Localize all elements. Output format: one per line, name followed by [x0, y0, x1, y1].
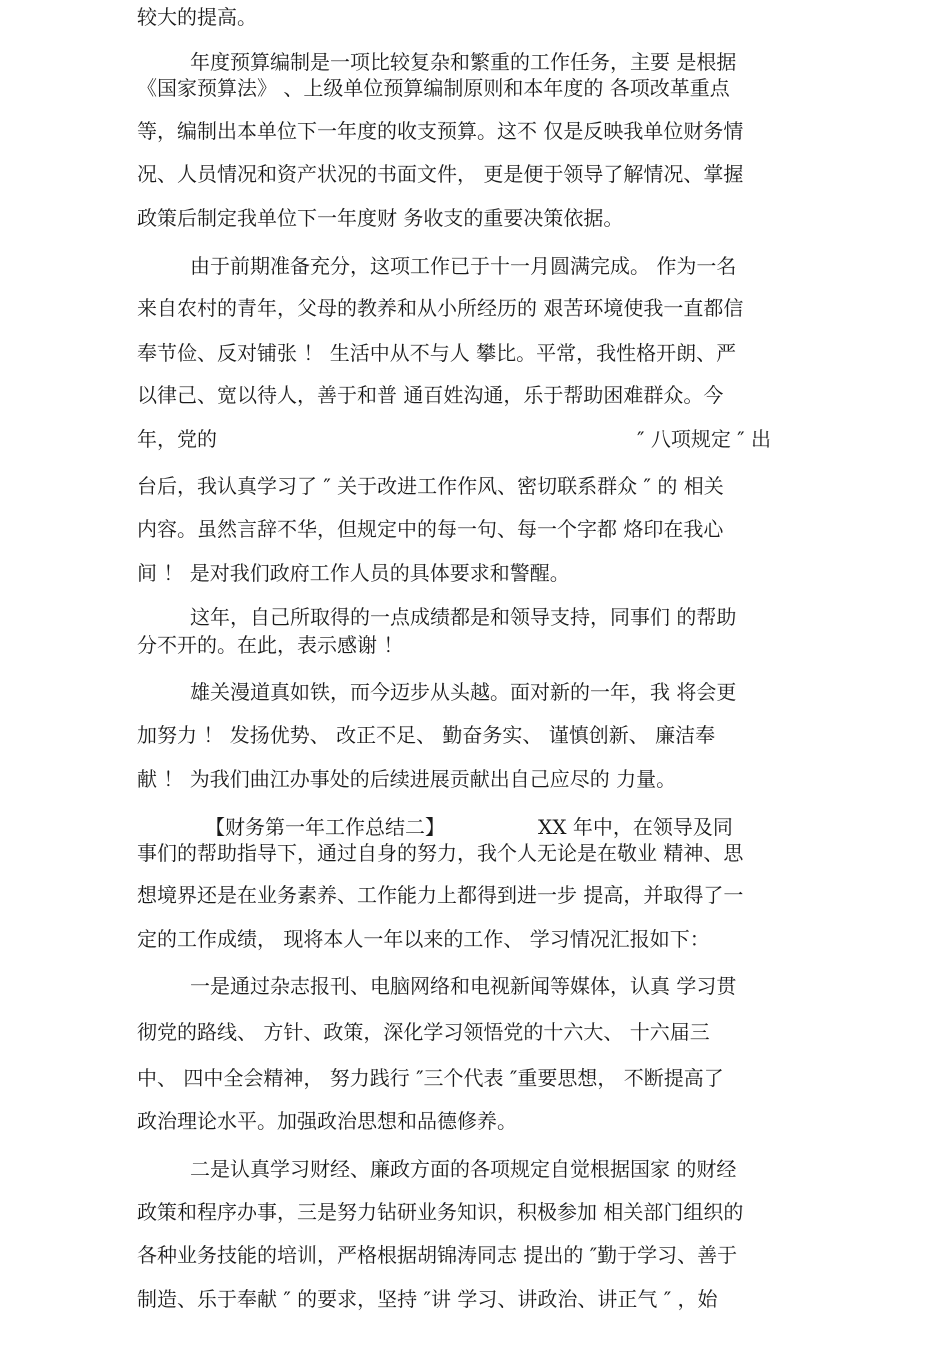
text-line	[0, 73, 950, 103]
text-segment: 等，编制出本单位下一年度的收支预算。这不 仅是反映我单位财务情	[137, 119, 744, 143]
text-segment: 由于前期准备充分，这项工作已于十一月圆满完成。 作为一名	[190, 254, 737, 278]
text-line	[0, 880, 950, 910]
text-line	[0, 1284, 950, 1314]
text-segment: 以律己、宽以待人，善于和普 通百姓沟通，乐于帮助困难群众。今	[137, 383, 724, 407]
text-segment: 较大的提高。	[137, 5, 257, 29]
text-line	[0, 424, 950, 454]
text-segment: 间 ！ 是对我们政府工作人员的具体要求和警醒。	[137, 561, 570, 585]
text-segment: 况、人员情况和资产状况的书面文件， 更是便于领导了解情况、掌握	[137, 162, 744, 186]
text-segment: 二是认真学习财经、廉政方面的各项规定自觉根据国家 的财经	[190, 1157, 737, 1181]
text-line	[0, 116, 950, 146]
text-line	[0, 558, 950, 588]
text-segment: 年，党的	[137, 427, 217, 451]
text-line	[0, 1063, 950, 1093]
text-line	[0, 338, 950, 368]
text-segment: 定的工作成绩， 现将本人一年以来的工作、 学习情况汇报如下：	[137, 927, 710, 951]
text-line	[0, 630, 950, 660]
text-line	[0, 471, 950, 501]
text-line	[0, 764, 950, 794]
text-line	[0, 159, 950, 189]
text-segment: 政策和程序办事，三是努力钻研业务知识，积极参加 相关部门组织的	[137, 1200, 744, 1224]
text-segment: 来自农村的青年，父母的教养和从小所经历的 艰苦环境使我一直都信	[137, 296, 744, 320]
text-line	[0, 838, 950, 868]
text-line	[0, 720, 950, 750]
text-line	[0, 1017, 950, 1047]
text-segment: 一是通过杂志报刊、电脑网络和电视新闻等媒体，认真 学习贯	[190, 974, 737, 998]
text-segment: 献 ！ 为我们曲江办事处的后续进展贡献出自己应尽的 力量。	[137, 767, 677, 791]
text-segment: 分不开的。在此，表示感谢 ！	[137, 633, 404, 657]
text-segment: 想境界还是在业务素养、工作能力上都得到进一步 提高，并取得了一	[137, 883, 744, 907]
text-line	[0, 1240, 950, 1270]
text-line	[0, 1154, 950, 1184]
text-segment: 加努力 ！ 发扬优势、 改正不足、 勤奋务实、 谨慎创新、 廉洁奉	[137, 723, 716, 747]
text-segment: 年度预算编制是一项比较复杂和繁重的工作任务，主要 是根据	[190, 50, 737, 74]
text-segment: 【财务第一年工作总结二】	[205, 815, 445, 839]
text-line	[0, 1197, 950, 1227]
text-line	[0, 293, 950, 323]
text-segment: ″ 八项规定 ″ 出	[637, 427, 772, 451]
text-segment: 制造、乐于奉献 ″ 的要求，坚持 ″讲 学习、讲政治、讲正气 ″ ，始	[137, 1287, 718, 1311]
text-line	[0, 602, 950, 632]
text-segment: 台后，我认真学习了 ″ 关于改进工作作风、密切联系群众 ″ 的 相关	[137, 474, 724, 498]
text-line	[0, 251, 950, 281]
text-segment: 事们的帮助指导下，通过自身的努力，我个人无论是在敬业 精神、思	[137, 841, 744, 865]
text-line	[0, 514, 950, 544]
text-segment: 中、 四中全会精神， 努力践行 ″三个代表 ″重要思想， 不断提高了	[137, 1066, 724, 1090]
text-segment: 雄关漫道真如铁，而今迈步从头越。面对新的一年，我 将会更	[190, 680, 737, 704]
text-segment: 各种业务技能的培训，严格根据胡锦涛同志 提出的 ″勤于学习、善于	[137, 1243, 738, 1267]
text-segment: 《国家预算法》 、上级单位预算编制原则和本年度的 各项改革重点	[137, 76, 730, 100]
text-segment: XX 年中，在领导及同	[538, 815, 733, 839]
text-line	[0, 380, 950, 410]
text-segment: 彻党的路线、 方针、政策，深化学习领悟党的十六大、 十六届三	[137, 1020, 710, 1044]
text-segment: 政策后制定我单位下一年度财 务收支的重要决策依据。	[137, 206, 624, 230]
text-line	[0, 203, 950, 233]
text-line	[0, 924, 950, 954]
text-line	[0, 677, 950, 707]
text-segment: 内容。虽然言辞不华，但规定中的每一句、每一个字都 烙印在我心	[137, 517, 724, 541]
text-segment: 奉节俭、反对铺张 ！ 生活中从不与人 攀比。平常，我性格开朗、严	[137, 341, 737, 365]
text-line	[0, 971, 950, 1001]
text-line	[0, 2, 950, 32]
text-line	[0, 1106, 950, 1136]
text-segment: 政治理论水平。加强政治思想和品德修养。	[137, 1109, 517, 1133]
text-segment: 这年，自己所取得的一点成绩都是和领导支持，同事们 的帮助	[190, 605, 737, 629]
